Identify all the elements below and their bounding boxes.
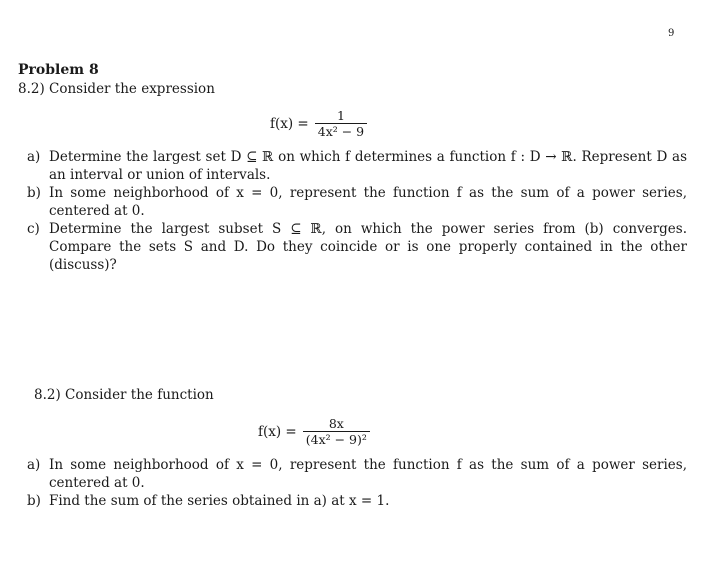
item-label: a): [27, 457, 41, 473]
item-text: In some neighborhood of x = 0, represent the function f as the sum of a power series, centered at 0.: [49, 185, 687, 219]
item-text: Determine the largest subset S ⊆ ℝ, on which the power series from (b) converges. Compare the sets S and D. Do they coincide or is one properly contained in the other (discuss)?: [49, 221, 687, 273]
page-number: 9: [668, 28, 675, 39]
part2-equation: [258, 416, 370, 447]
part2-intro: 8.2) Consider the function: [34, 387, 214, 403]
item-label: c): [27, 221, 40, 237]
item-label: a): [27, 149, 41, 165]
item-label: b): [27, 493, 41, 509]
part2-equation-lhs: f(x) =: [258, 423, 297, 440]
problem-title: Problem 8: [18, 62, 99, 78]
part1-equation: [270, 108, 367, 139]
part1-item-b: [27, 184, 687, 220]
part1-item-a: [27, 148, 687, 184]
part2-item-b: [27, 492, 687, 510]
part2-denominator: (4x² − 9)²: [303, 431, 370, 447]
part1-intro: 8.2) Consider the expression: [18, 81, 215, 97]
part2-item-a: [27, 456, 687, 492]
part1-item-c: [27, 220, 687, 274]
item-text: In some neighborhood of x = 0, represent the function f as the sum of a power series, centered at 0.: [49, 457, 687, 491]
part1-denominator: 4x² − 9: [315, 123, 367, 139]
part2-fraction: [303, 416, 370, 447]
item-text: Find the sum of the series obtained in a) at x = 1.: [49, 493, 390, 509]
part1-equation-lhs: f(x) =: [270, 115, 309, 132]
item-text: Determine the largest set D ⊆ ℝ on which f determines a function f : D → ℝ. Represent D as an interval or union of intervals.: [49, 149, 687, 183]
item-label: b): [27, 185, 41, 201]
part2-numerator: 8x: [328, 416, 344, 431]
part1-numerator: 1: [336, 108, 345, 123]
part1-fraction: [315, 108, 367, 139]
